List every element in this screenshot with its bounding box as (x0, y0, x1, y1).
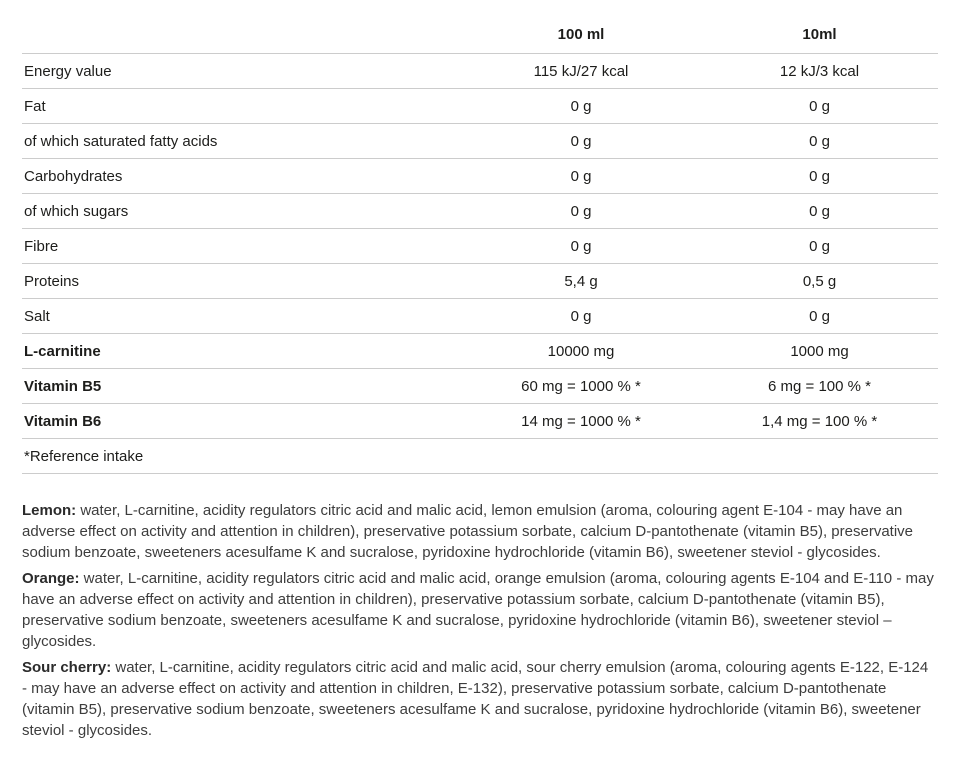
row-label: L-carnitine (24, 342, 101, 360)
table-row-fat (22, 89, 938, 124)
ingredients-orange (22, 568, 935, 652)
value-100ml: 0 g (570, 307, 592, 325)
table-row-salt (22, 299, 938, 334)
flavour-label-sour-cherry: Sour cherry: (22, 659, 112, 676)
value-10ml: 0,5 g (802, 272, 837, 290)
table-row-proteins (22, 264, 938, 299)
row-label: Vitamin B5 (24, 377, 102, 395)
value-10ml: 6 mg = 100 % * (768, 377, 871, 395)
value-100ml: 60 mg = 1000 % * (521, 377, 641, 395)
value-100ml: 115 kJ/27 kcal (533, 62, 629, 80)
ingredients-lemon-text: water, L-carnitine, acidity regulators citric acid and malic acid, lemon emulsion (aroma, colouring agent E-104 - may have an adverse effect on activity and attention in children), preservative potassium sorbate, calcium D-pantothenate (vitamin B5), preservative sodium benzoate, sweeteners acesulfame K and sucralose, pyridoxine hydrochloride (vitamin B6), sweetener steviol - glycosides. (22, 502, 913, 561)
ingredients-sour-cherry-text: water, L-carnitine, acidity regulators citric acid and malic acid, sour cherry emulsion (aroma, colouring agents E-122, E-124 - may have an adverse effect on activity and attention in children, E-132), preservative potassium sorbate, calcium D-pantothenate (vitamin B5), preservative sodium benzoate, sweeteners acesulfame K and sucralose, pyridoxine hydrochloride (vitamin B6), sweetener steviol - glycosides. (22, 659, 929, 739)
row-label: Salt (24, 307, 50, 325)
value-10ml: 0 g (809, 97, 830, 115)
row-label: Energy value (24, 62, 112, 80)
table-row-sugars (22, 194, 938, 229)
row-label: Proteins (24, 272, 80, 290)
table-row-carbohydrates (22, 159, 938, 194)
row-label: Vitamin B6 (24, 412, 102, 430)
value-100ml: 0 g (570, 167, 592, 185)
value-100ml: 0 g (570, 97, 592, 115)
table-row-energy-value (22, 54, 938, 89)
ingredients-lemon (22, 500, 935, 563)
table-header-row (22, 16, 938, 54)
value-100ml: 14 mg = 1000 % * (521, 412, 641, 430)
value-10ml: 0 g (809, 202, 830, 220)
flavour-label-lemon: Lemon: (22, 502, 77, 519)
value-100ml: 0 g (570, 237, 592, 255)
value-100ml: 5,4 g (564, 272, 598, 290)
value-100ml: 0 g (570, 202, 592, 220)
table-row-reference-intake (22, 439, 938, 474)
value-100ml: 0 g (570, 132, 592, 150)
table-row-fibre (22, 229, 938, 264)
row-label: of which sugars (24, 202, 129, 220)
value-10ml: 0 g (809, 132, 830, 150)
table-row-vitamin-b5 (22, 369, 938, 404)
row-label: Fat (24, 97, 46, 115)
table-row-l-carnitine (22, 334, 938, 369)
value-10ml: 0 g (809, 167, 830, 185)
table-row-saturated-fatty-acids (22, 124, 938, 159)
value-100ml: 10000 mg (547, 342, 615, 360)
ingredients-orange-text: water, L-carnitine, acidity regulators citric acid and malic acid, orange emulsion (aroma, colouring agents E-104 and E-110 - may have an adverse effect on activity and attention in children), preservative potassium sorbate, calcium D-pantothenate (vitamin B5), preservative sodium benzoate, sweeteners acesulfame K and sucralose, pyridoxine hydrochloride (vitamin B6), sweetener steviol – glycosides. (22, 570, 934, 650)
row-label: Carbohydrates (24, 167, 123, 185)
value-10ml: 12 kJ/3 kcal (779, 62, 860, 80)
header-10ml: 10ml (802, 26, 837, 43)
flavour-label-orange: Orange: (22, 570, 80, 587)
value-10ml: 0 g (809, 237, 830, 255)
ingredients-section (22, 500, 935, 741)
value-10ml: 1000 mg (790, 342, 849, 360)
table-row-vitamin-b6 (22, 404, 938, 439)
ingredients-sour-cherry (22, 657, 935, 741)
row-label: of which saturated fatty acids (24, 132, 218, 150)
value-10ml: 0 g (809, 307, 830, 325)
header-100ml: 100 ml (557, 26, 605, 43)
value-10ml: 1,4 mg = 100 % * (761, 412, 878, 430)
row-label: *Reference intake (24, 447, 144, 465)
nutrition-table (22, 16, 938, 474)
row-label: Fibre (24, 237, 59, 255)
